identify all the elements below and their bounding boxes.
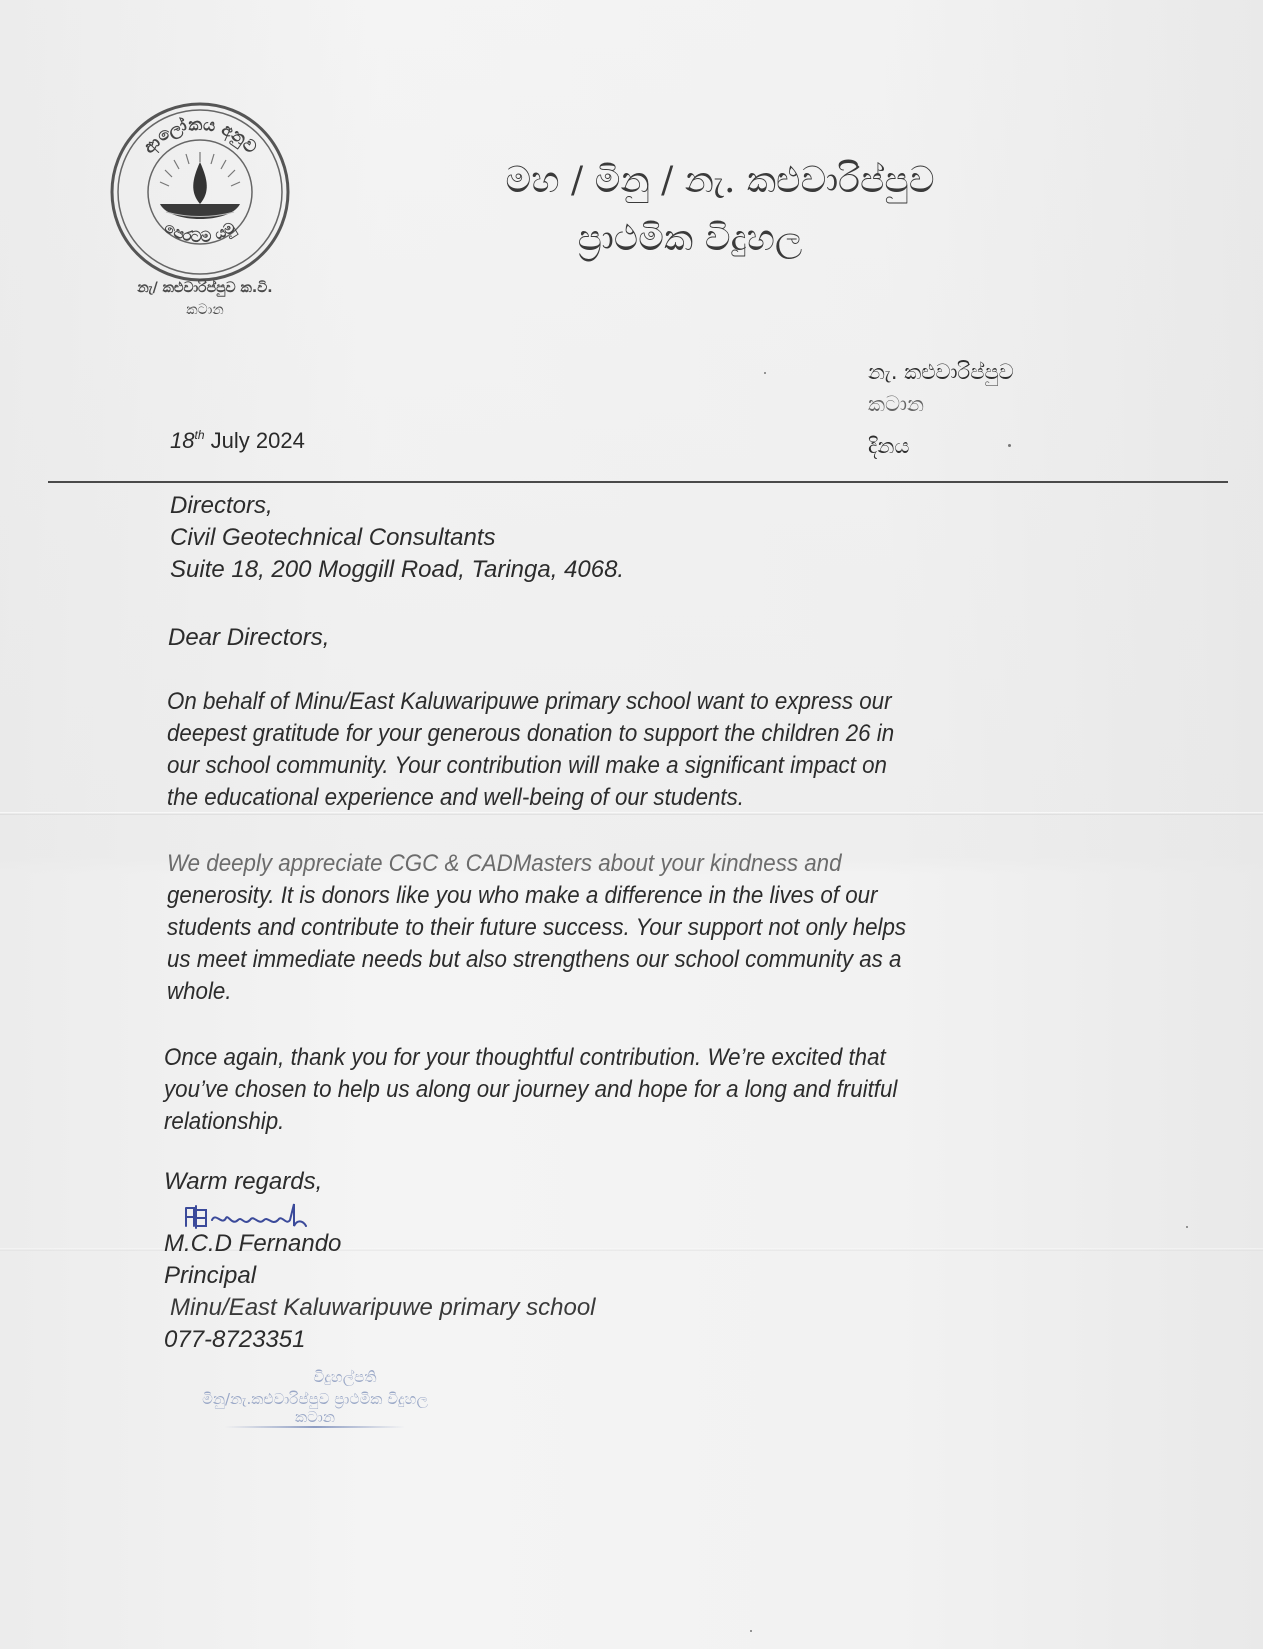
paragraph-line: whole. [167,978,232,1005]
paragraph-line: us meet immediate needs but also strengthens our school community as a [167,946,902,973]
letterhead-address-line2: කටාන [868,392,925,416]
stamp-town: කටාන [294,1408,336,1426]
letterhead-address-line1: නැ. කළුවාරිප්පුව [868,360,1014,384]
signatory-title: Principal [164,1262,257,1289]
closing: Warm regards, [164,1168,323,1195]
scan-speck [1008,444,1011,447]
scan-speck [764,372,766,374]
date-day: 18 [170,428,195,453]
recipient-line: Civil Geotechnical Consultants [170,524,496,551]
seal-bottom-text: පෙරටම යමු [161,218,239,247]
paragraph-line: students and contribute to their future success. Your support not only helps [167,914,907,941]
seal-caption-school: නැ/ කළුවාරිප්පුව ක.වි. [137,280,273,296]
paragraph-2 [167,848,906,1008]
svg-text:පෙරටම යමු [161,218,239,246]
recipient-line: Directors, [170,492,273,519]
salutation: Dear Directors, [168,624,330,651]
paragraph-line: We deeply appreciate CGC & CADMasters about your kindness and [167,850,842,877]
paragraph-3 [164,1042,897,1138]
letterhead-date-label: දිනය [868,434,910,458]
paragraph-line: you’ve chosen to help us along our journey and hope for a long and fruitful [164,1076,898,1103]
paragraph-line: deepest gratitude for your generous donation to support the children 26 in [167,720,895,747]
header-divider [48,481,1228,483]
school-seal-icon [108,100,292,284]
school-name-line2: ප්‍රාථමික විදුහල [577,218,803,259]
school-name-line1: මහ / මිනු / නැ. කළුවාරිප්පුව [505,160,935,201]
principal-stamp [150,1368,480,1428]
stamp-school: මිනු/නැ.කළුවාරිප්පුව ප්‍රාථමික විදුහල [202,1390,428,1408]
signatory-block [164,1228,596,1356]
recipient-line: Suite 18, 200 Moggill Road, Taringa, 4068. [170,556,625,583]
paragraph-line: our school community. Your contribution will make a significant impact on [167,752,887,779]
signatory-phone: 077-8723351 [164,1326,306,1353]
signatory-school: Minu/East Kaluwaripuwe primary school [170,1294,596,1321]
recipient-address [170,490,624,586]
date-suffix: th [194,428,205,442]
paragraph-line: relationship. [164,1108,285,1135]
paragraph-line: Once again, thank you for your thoughtful contribution. We’re excited that [164,1044,886,1071]
paragraph-1 [167,686,894,814]
letter-date [170,428,305,454]
paragraph-line: the educational experience and well-being of our students. [167,784,744,811]
signatory-name: M.C.D Fernando [164,1230,342,1257]
scan-speck [1186,1226,1188,1228]
date-month-year: July 2024 [210,428,305,453]
paragraph-line: generosity. It is donors like you who make a difference in the lives of our [167,882,878,909]
seal-caption-town: කටාන [186,302,224,318]
stamp-underline [225,1426,405,1428]
paragraph-line: On behalf of Minu/East Kaluwaripuwe primary school want to express our [167,688,892,715]
seal-top-text: ආලෝකය අනුව [139,114,261,158]
scan-speck [750,1630,752,1632]
stamp-title: විදුහල්පති [313,1368,377,1386]
